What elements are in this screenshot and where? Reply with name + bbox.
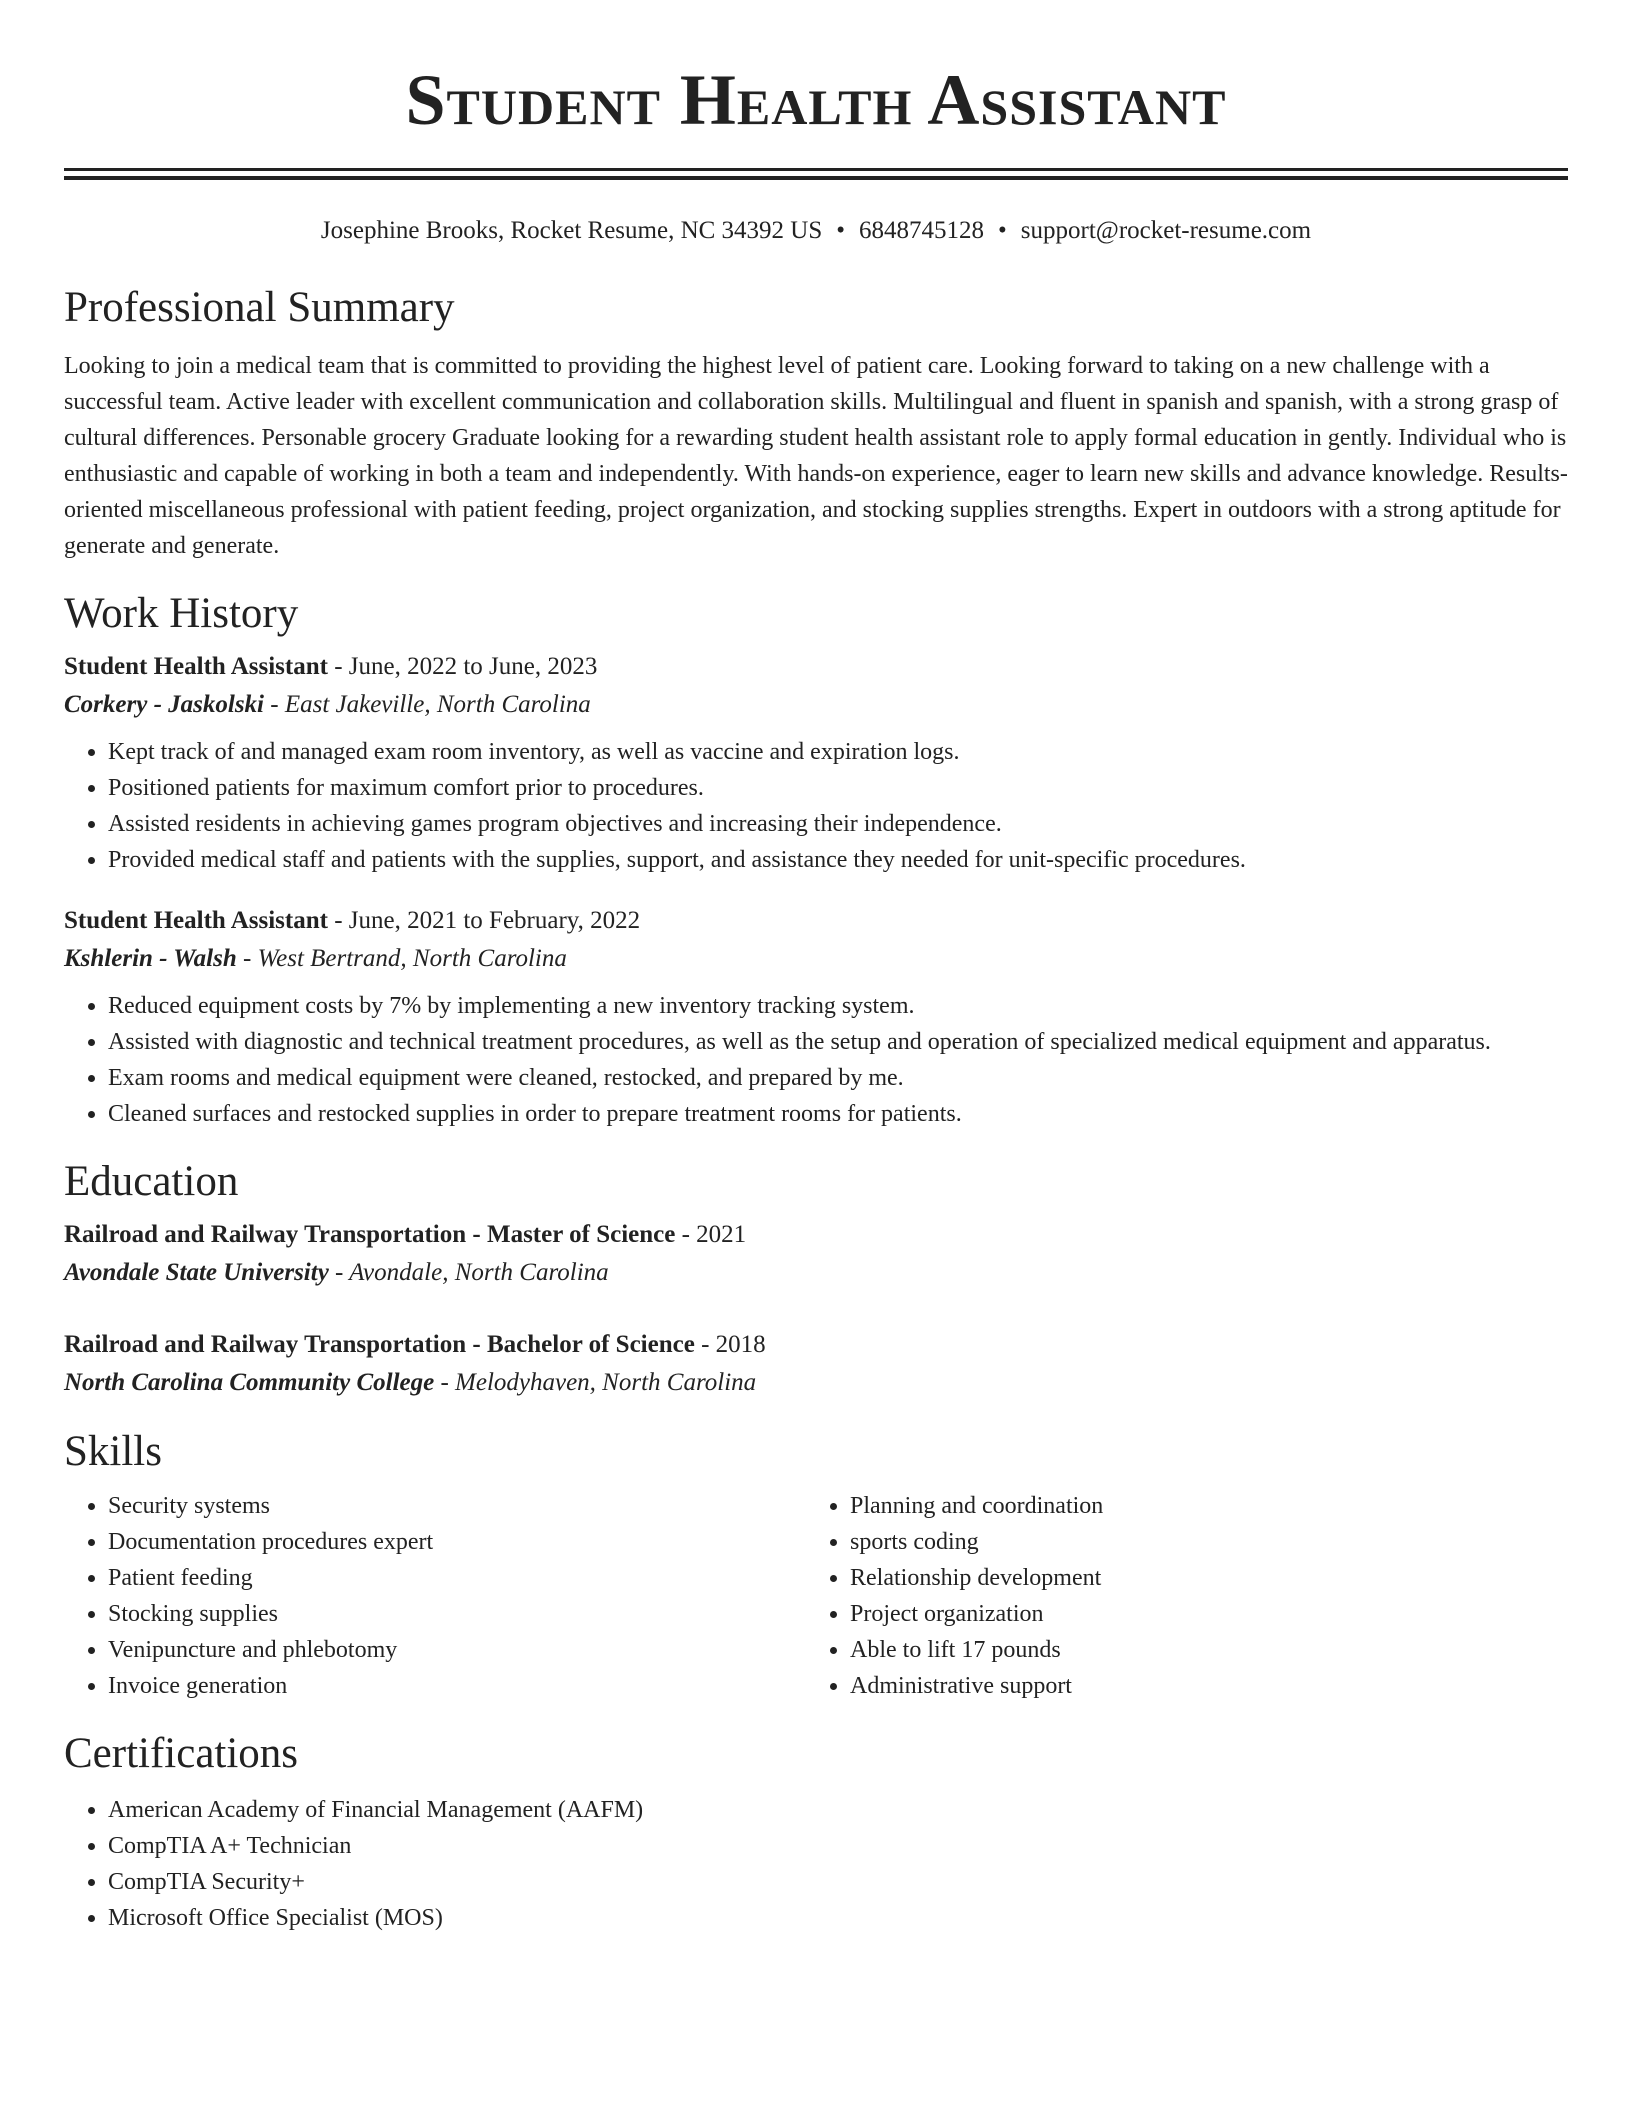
skills-section	[64, 1424, 1568, 1704]
job-company-line	[64, 940, 1568, 978]
work-history-heading: Work History	[64, 590, 299, 637]
education-heading: Education	[64, 1158, 239, 1205]
skills-columns	[64, 1488, 1568, 1704]
list-item: • Cleaned surfaces and restocked supplies in order to prepare treatment rooms for patients.	[108, 1096, 1568, 1132]
list-item: • Security systems	[108, 1488, 806, 1524]
education-entry	[64, 1216, 1568, 1292]
school-location: - Melodyhaven, North Carolina	[434, 1369, 757, 1396]
summary-text: Looking to join a medical team that is committed to providing the highest level of patient care. Looking forward to taking on a new challenge with a successful team. Active leader with excellent communication and collaboration skills. Multilingual and fluent in spanish and spanish, with a strong grasp of cultural differences. Personable grocery Graduate looking for a rewarding student health assistant role to apply formal education in gently. Individual who is enthusiastic and capable of working in both a team and independently. With hands-on experience, eager to learn new skills and advance knowledge. Results-oriented miscellaneous professional with patient feeding, project organization, and stocking supplies strengths. Expert in outdoors with a strong aptitude for generate and generate.	[64, 353, 1568, 559]
list-item: • Kept track of and managed exam room inventory, as well as vaccine and expiration logs.	[108, 734, 1568, 770]
job-title-line	[64, 648, 1568, 686]
list-item: • Patient feeding	[108, 1560, 806, 1596]
list-item: • Exam rooms and medical equipment were cleaned, restocked, and prepared by me.	[108, 1060, 1568, 1096]
contact-address: Josephine Brooks, Rocket Resume, NC 34392 US	[320, 217, 823, 244]
school-line	[64, 1364, 1568, 1402]
degree-line	[64, 1326, 1568, 1364]
work-history-section	[64, 586, 1568, 1132]
list-item: • Venipuncture and phlebotomy	[108, 1632, 806, 1668]
contact-phone: 6848745128	[859, 217, 985, 244]
job-bullet-list	[64, 734, 1568, 878]
list-item: • Relationship development	[850, 1560, 1548, 1596]
school-location: - Avondale, North Carolina	[328, 1259, 609, 1286]
list-item: • Provided medical staff and patients with the supplies, support, and assistance they needed for unit-specific procedures.	[108, 842, 1568, 878]
degree-year: - 2021	[675, 1221, 747, 1248]
summary-heading: Professional Summary	[64, 284, 455, 331]
list-item: • Microsoft Office Specialist (MOS)	[108, 1900, 1568, 1936]
list-item: • Able to lift 17 pounds	[850, 1632, 1548, 1668]
certifications-section	[64, 1726, 1568, 1936]
list-item: • Reduced equipment costs by 7% by implementing a new inventory tracking system.	[108, 988, 1568, 1024]
skills-heading: Skills	[64, 1428, 162, 1475]
job-company: Corkery - Jaskolski	[64, 691, 264, 718]
title-double-rule	[64, 168, 1568, 180]
list-item: • American Academy of Financial Management (AAFM)	[108, 1792, 1568, 1828]
job-entry	[64, 902, 1568, 1132]
job-company: Kshlerin - Walsh	[64, 945, 237, 972]
contact-separator: •	[836, 217, 846, 244]
job-dates: - June, 2022 to June, 2023	[327, 653, 598, 680]
job-dates: - June, 2021 to February, 2022	[327, 907, 641, 934]
list-item: • Invoice generation	[108, 1668, 806, 1704]
job-location: - East Jakeville, North Carolina	[264, 691, 591, 718]
list-item: • Positioned patients for maximum comfort prior to procedures.	[108, 770, 1568, 806]
list-item: • sports coding	[850, 1524, 1548, 1560]
list-item: • Assisted residents in achieving games program objectives and increasing their independence.	[108, 806, 1568, 842]
job-company-line	[64, 686, 1568, 724]
list-item: • CompTIA Security+	[108, 1864, 1568, 1900]
list-item: • Planning and coordination	[850, 1488, 1548, 1524]
job-bullet-list	[64, 988, 1568, 1132]
education-entry	[64, 1326, 1568, 1402]
resume-page	[64, 0, 1568, 1936]
school-line	[64, 1254, 1568, 1292]
job-title: Student Health Assistant	[64, 653, 328, 680]
degree-line	[64, 1216, 1568, 1254]
certifications-list	[64, 1792, 1568, 1936]
job-title-line	[64, 902, 1568, 940]
list-item: • Administrative support	[850, 1668, 1548, 1704]
list-item: • Stocking supplies	[108, 1596, 806, 1632]
resume-title: Student Health Assistant	[405, 60, 1227, 140]
job-location: - West Bertrand, North Carolina	[236, 945, 567, 972]
degree-name: Railroad and Railway Transportation - Master of Science	[64, 1221, 676, 1248]
contact-separator: •	[998, 217, 1007, 244]
list-item: • Project organization	[850, 1596, 1548, 1632]
skills-list-right	[806, 1488, 1548, 1704]
list-item: • Assisted with diagnostic and technical treatment procedures, as well as the setup and operation of specialized medical equipment and apparatus.	[108, 1024, 1568, 1060]
school-name: Avondale State University	[64, 1259, 329, 1286]
school-name: North Carolina Community College	[64, 1369, 435, 1396]
education-section	[64, 1154, 1568, 1402]
certifications-heading: Certifications	[64, 1730, 299, 1777]
contact-email: support@rocket-resume.com	[1020, 217, 1312, 244]
job-title: Student Health Assistant	[64, 907, 328, 934]
skills-list-left	[64, 1488, 806, 1704]
list-item: • Documentation procedures expert	[108, 1524, 806, 1560]
contact-line	[64, 214, 1568, 248]
degree-year: - 2018	[694, 1331, 766, 1358]
job-entry	[64, 648, 1568, 878]
summary-section	[64, 280, 1568, 564]
degree-name: Railroad and Railway Transportation - Bachelor of Science	[64, 1331, 695, 1358]
list-item: • CompTIA A+ Technician	[108, 1828, 1568, 1864]
